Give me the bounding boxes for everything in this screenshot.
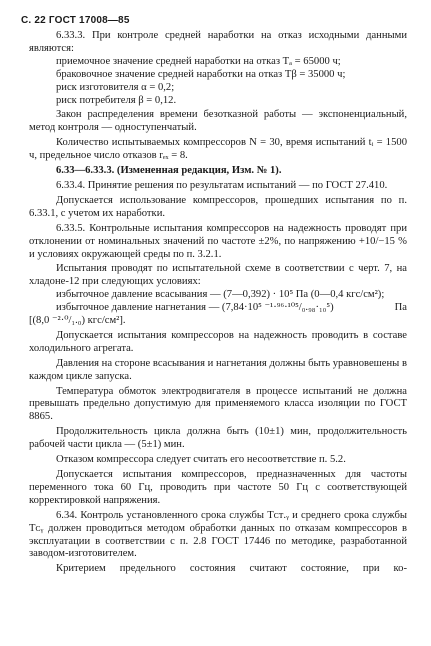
paragraph: Допускается использование компрессоров, прошедших испытания по п. 6.33.1, с учетом их наработки. bbox=[29, 194, 407, 219]
paragraph: риск изготовителя α = 0,2; bbox=[56, 81, 175, 93]
discharge-pressure-kgf: [(8,0 ⁻²·⁰/₁.₀) кгс/см²]. bbox=[29, 315, 126, 327]
discharge-pressure-line bbox=[29, 302, 407, 315]
paragraph: приемочное значение средней наработки на отказ Tₐ = 65000 ч; bbox=[56, 55, 341, 67]
paragraph: избыточное давление всасывания — (7—0,392) · 10⁵ Па (0—0,4 кгс/см²); bbox=[56, 289, 385, 301]
paragraph: Испытания проводят по испытательной схеме в соответствии с черт. 7, на хладоне-12 при следующих условиях: bbox=[29, 263, 407, 288]
paragraph: Отказом компрессора следует считать его несоответствие п. 5.2. bbox=[56, 454, 346, 466]
paragraph: Температура обмоток электродвигателя в процессе испытаний не должна превышать предельно допустимую для применяемого класса изоляции по ГОСТ 8865. bbox=[29, 385, 407, 423]
paragraph: риск потребителя β = 0,12. bbox=[56, 94, 177, 106]
page-header: С. 22 ГОСТ 17008—85 bbox=[21, 15, 130, 26]
paragraph-list bbox=[29, 30, 407, 576]
paragraph: Продолжительность цикла должна быть (10±1) мин, продолжительность рабочей части цикла — (5±1) мин. bbox=[29, 426, 407, 451]
paragraph: браковочное значение средней наработки на отказ Tβ = 35000 ч; bbox=[56, 68, 346, 80]
paragraph: 6.33.4. Принятие решения по результатам испытаний — по ГОСТ 27.410. bbox=[56, 179, 388, 191]
document-body bbox=[29, 30, 407, 576]
paragraph: 6.33.3. При контроле средней наработки на отказ исходными данными являются: bbox=[29, 30, 407, 54]
paragraph: 6.33—6.33.3. (Измененная редакция, Изм. № 1). bbox=[56, 165, 282, 177]
discharge-pressure-text: избыточное давление нагнетания — (7,84·10⁵ ⁻¹·⁹⁶·¹⁰⁵/₀.₉₈·₁₀⁵) bbox=[56, 302, 334, 314]
discharge-pressure-unit: Па bbox=[394, 302, 407, 314]
paragraph: Закон распределения времени безотказной работы — экспоненциальный, метод контроля — одноступенчатый. bbox=[29, 109, 407, 134]
paragraph: 6.33.5. Контрольные испытания компрессоров на надежность проводят при отклонении от номинальных значений по частоте ±2%, по напряжению +10/−15 % и условиях окружающей среды по п. 3.2.1. bbox=[29, 222, 407, 260]
paragraph: Допускается испытания компрессоров на надежность проводить в составе холодильного агрегата. bbox=[29, 329, 407, 354]
paragraph: 6.34. Контроль установленного срока службы Tᴄᴛ.ᵧ и среднего срока службы Tᴄᵧ должен проводиться методом обработки данных по отказам компрессоров в эксплуатации в соответствии с п. 2.8 ГОСТ 17446 по методике, разработанной заводом-изготовителем. bbox=[29, 509, 407, 560]
paragraph: Допускается испытания компрессоров, предназначенных для частоты переменного тока 60 Гц, проводить при частоте 50 Гц с соответствующей корректировкой напряжения. bbox=[29, 469, 407, 506]
paragraph: Критерием предельного состояния считают состояние, при ко- bbox=[56, 563, 407, 575]
paragraph: Давления на стороне всасывания и нагнетания должны быть уравновешены в каждом цикле запуска. bbox=[29, 357, 407, 382]
paragraph: Количество испытываемых компрессоров N = 30, время испытаний tᵢ = 1500 ч, предельное число отказов rₑₓ = 8. bbox=[29, 137, 407, 162]
